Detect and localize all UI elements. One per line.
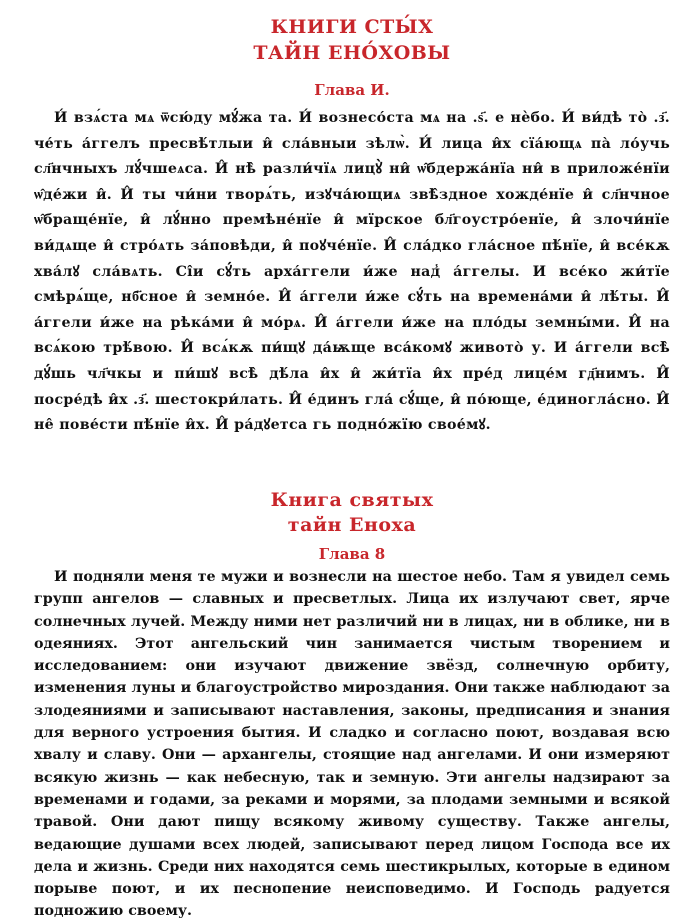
- ru-book-title-line2: тайн Еноха: [287, 514, 417, 536]
- church-slavonic-section: [34, 14, 670, 439]
- cs-chapter-heading: Глава И.: [314, 81, 390, 99]
- ru-book-title-line1: Книга святых: [270, 489, 434, 511]
- ru-chapter-text: И подняли меня те мужи и вознесли на шестое небо. Там я увидел семь групп ангелов — славных и пресветлых. Лица их излучают свет, ярче солнечных лучей. Между ними нет различий ни в лицах, ни в облике, ни в одеяниях. Этот ангельский чин занимается чистым творением и исследованием: они изучают движение звёзд, солнечную орбиту, изменения луны и благоустройство мироздания. Они также наблюдают за злодеяниями и записывают наставления, законы, предписания и знания для верного устроения бытия. И сладко и согласно поют, воздавая всю хвалу и славу. Они — архангелы, стоящие над ангелами. И они измеряют всякую жизнь — как небесную, так и земную. Эти ангелы надзирают за временами и годами, за реками и морями, за плодами земными и всякой травой. Они дают пищу всякому живому существу. Также ангелы, ведающие душами всех людей, записывают перед лицом Господа все их дела и жизнь. Среди них находятся семь шестикрылых, которые в едином порыве поют, и их песнопение неисповедимо. И Господь радуется подножию своему.: [34, 569, 670, 920]
- cs-chapter-text: И́ взѧ́ста мѧ ѿсю́ду мꙋ́жа та. И́ вознесо́ста мѧ на .ѕ҃. е нѐбо. И́ ви́дѣ то̀ .з҃. че́ть а́ггелъ пресвѣ́тлыи и̂ сла́вныи зѣлѡ̀. И́ лица и̂х сїа́ющѧ па̀ ло́учь сл҃нчныхъ лꙋ́чшеѧса. И̂ нѣ̀ разли́чїѧ лицꙋ̀ ни̂ ѡ̂бдержа́нїа ни̂ в приложе́нїи ѡ̂де́жи и̂. И̂ ты чи́ни творѧ́ть, изꙋча́ющиѧ звѣ̂здное хожде́нїе и̂ сл҃нчное ѡ̂браще́нїе, и̂ лꙋ́нно премѣне́нїе и̂ мїрское бл҃гоустро́енїе, и̂ злочи́нїе ви́дѧще и̂ стро́ѧть за́повѣди, и̂ поꙋче́нїе. И̂ сла́дко гла́сное пѣ́нїе, и̂ все́кѫ хва́лꙋ сла́вѧть. Сі̂и сꙋ́ть арха́ггели и́же над̾ а́ггелы. И все́ко жи́тїе смѣрѧ́ще, нб҃сное и̂ земно́е. И̂ а́ггели и́же сꙋ́ть на времена́ми и̂ лѣ́ты. И̂ а́ггели и́же на рѣка́ми и̂ мо́рѧ. И̂ а́ггели и́же на пло́ды земны́ми. И̂ на всѧ́кою трѣ́вою. И̂ всѧ́кѫ пи́щꙋ да́ѭще вса́комꙋ живото̀ у. И а́ггели всѣ̀ дꙋ́шь чл҃чкы и пи́шꙋ всѣ̀ дѣ́ла и̂х и̂ жи́тїа и̂х пре́д лице́м гд҃нимъ. И̂ посре́дѣ и̂х .з҃. шестокри́лать. И̂ е́динъ гла́ сꙋ́ще, и̂ по́юще, е́диногла́сно. И̂ не̂ пове́сти пѣ́нїе и̂х. И̂ ра́дꙋетса гь подно́жїю свое́мꙋ.: [34, 110, 670, 434]
- ru-chapter-heading: Глава 8: [318, 545, 386, 563]
- cs-book-title-line1: КНИГИ СТЫ́Х: [270, 16, 434, 38]
- russian-section: [34, 488, 670, 923]
- cs-book-title-line2: ТАЙН ЕНО́ХОВЫ: [253, 42, 451, 64]
